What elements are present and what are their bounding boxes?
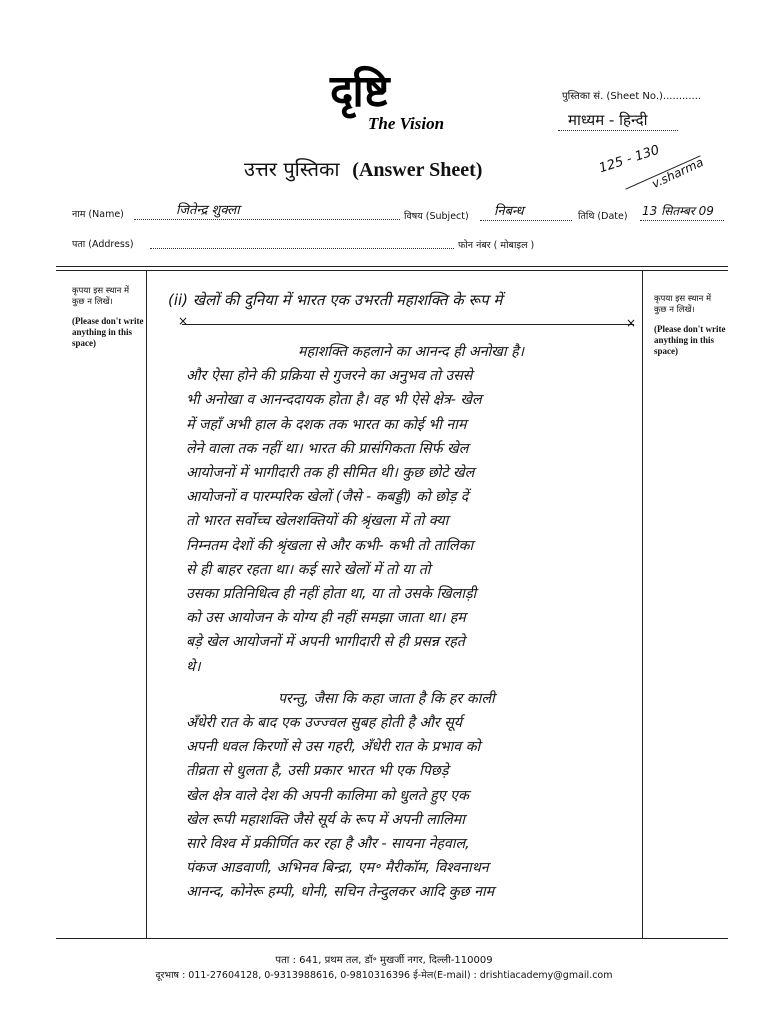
phone-label: फोन नंबर ( मोबाइल ) [458, 240, 535, 251]
right-margin-line [642, 270, 643, 938]
essay-line: खेल क्षेत्र वाले देश की अपनी कालिमा को धुलते हुए एक [186, 787, 469, 804]
essay-line: महाशक्ति कहलाने का आनन्द ही अनोखा है। [298, 344, 525, 360]
examiner-signature: v.sharma [649, 155, 706, 191]
essay-line: तीव्रता से धुलता है, उसी प्रकार भारत भी एक पिछड़े [186, 763, 449, 780]
bottom-rule [56, 938, 728, 939]
essay-line: से ही बाहर रहता था। कई सारे खेलों में तो या तो [186, 561, 431, 578]
sheet-number-label: पुस्तिका सं. (Sheet No.)............ [562, 91, 702, 102]
essay-line: आयोजनों व पारम्परिक खेलों (जैसे - कबड्डी) को छोड़ दें [186, 489, 469, 506]
logo-hindi-text: दृष्टि [330, 66, 389, 117]
essay-line: बड़े खेल आयोजनों में अपनी भागीदारी से ही प्रसन्न रहते [186, 634, 465, 651]
left-margin-note [72, 286, 144, 349]
name-value: जितेन्द्र शुक्ला [176, 203, 240, 218]
date-label: तिथि (Date) [578, 211, 628, 222]
address-label: पता (Address) [72, 239, 134, 250]
essay-line: खेल रूपी महाशक्ति जैसे सूर्य के रूप में अपनी लालिमा [186, 811, 465, 828]
medium-handwritten: माध्यम - हिन्दी [568, 111, 648, 129]
top-rule [56, 266, 728, 267]
essay-line: परन्तु, जैसा कि कहा जाता है कि हर काली [278, 690, 495, 707]
essay-line: में जहाँ अभी हाल के दशक तक भारत का कोई भी नाम [186, 416, 467, 433]
logo [330, 68, 470, 140]
essay-line: आयोजनों में भागीदारी तक ही सीमित थी। कुछ छोटे खेल [186, 465, 475, 482]
essay-line: सारे विश्व में प्रकीर्णित कर रहा है और - सायना नेहवाल, [186, 836, 470, 853]
page-title [244, 155, 482, 182]
essay-line: और ऐसा होने की प्रक्रिया से गुजरने का अनुभव तो उससे [186, 368, 473, 385]
marks-scribble: 125 - 130 [597, 142, 662, 177]
underline-right-cross: × [626, 316, 637, 330]
date-dots [640, 220, 724, 221]
right-margin-note [654, 294, 726, 357]
essay-line: थे। [186, 658, 201, 675]
name-dots [134, 219, 400, 220]
underline-left-cross: × [178, 314, 189, 328]
essay-line: उसका प्रतिनिधित्व ही नहीं होता था, या तो उसके खिलाड़ी [186, 586, 477, 603]
subject-value: निबन्ध [494, 204, 524, 219]
subject-label: विषय (Subject) [404, 211, 469, 222]
title-hindi: उत्तर पुस्तिका [244, 157, 340, 181]
title-english: (Answer Sheet) [352, 159, 483, 181]
subject-dots [480, 220, 572, 221]
essay-line: भी अनोखा व आनन्ददायक होता है। वह भी ऐसे क्षेत्र- खेल [186, 392, 482, 409]
right-note-english: (Please don't write anything in this space) [654, 324, 726, 356]
left-note-hindi: कृपया इस स्थान में कुछ न लिखें। [72, 286, 130, 307]
logo-english-text: The Vision [368, 114, 445, 133]
essay-line: अँधेरी रात के बाद एक उज्ज्वल सुबह होती है और सूर्य [186, 715, 463, 732]
essay-line: निम्नतम देशों की श्रृंखला से और कभी- कभी तो तालिका [186, 537, 474, 554]
heading-underline [182, 324, 634, 325]
address-dots [150, 248, 454, 249]
footer-phone-email: दूरभाष : 011-27604128, 0-9313988616, 0-9810316396 ई-मेल(E-mail) : drishtiacademy@gmail.com [155, 970, 613, 981]
top-rule-2 [56, 270, 728, 271]
date-value: 13 सितम्बर 09 [642, 204, 714, 218]
essay-heading: (ii) खेलों की दुनिया में भारत एक उभरती महाशक्ति के रूप में [168, 291, 503, 309]
essay-body [186, 340, 640, 905]
medium-underline [558, 130, 678, 131]
essay-line: तो भारत सर्वोच्च खेलशक्तियों की श्रृंखला में तो क्या [186, 513, 449, 530]
sheet-number-text: पुस्तिका सं. (Sheet No.) [562, 91, 663, 102]
footer-address: पता : 641, प्रथम तल, डॉ॰ मुखर्जी नगर, दिल्ली-110009 [275, 955, 493, 966]
right-note-hindi: कृपया इस स्थान में कुछ न लिखें। [654, 294, 712, 315]
essay-line: अपनी धवल किरणों से उस गहरी, अँधेरी रात के प्रभाव को [186, 739, 481, 756]
left-margin-line [146, 270, 147, 938]
essay-line: को उस आयोजन के योग्य ही नहीं समझा जाता था। हम [186, 610, 466, 627]
left-note-english: (Please don't write anything in this space) [72, 316, 144, 348]
essay-line: लेने वाला तक नहीं था। भारत की प्रासंगिकता सिर्फ खेल [186, 440, 469, 457]
essay-line: पंकज आडवाणी, अभिनव बिन्द्रा, एम॰ मैरीकॉम, विश्वनाथन [186, 860, 489, 877]
name-label: नाम (Name) [72, 209, 124, 220]
essay-line: आनन्द, कोनेरू हम्पी, धोनी, सचिन तेन्दुलकर आदि कुछ नाम [186, 884, 495, 901]
